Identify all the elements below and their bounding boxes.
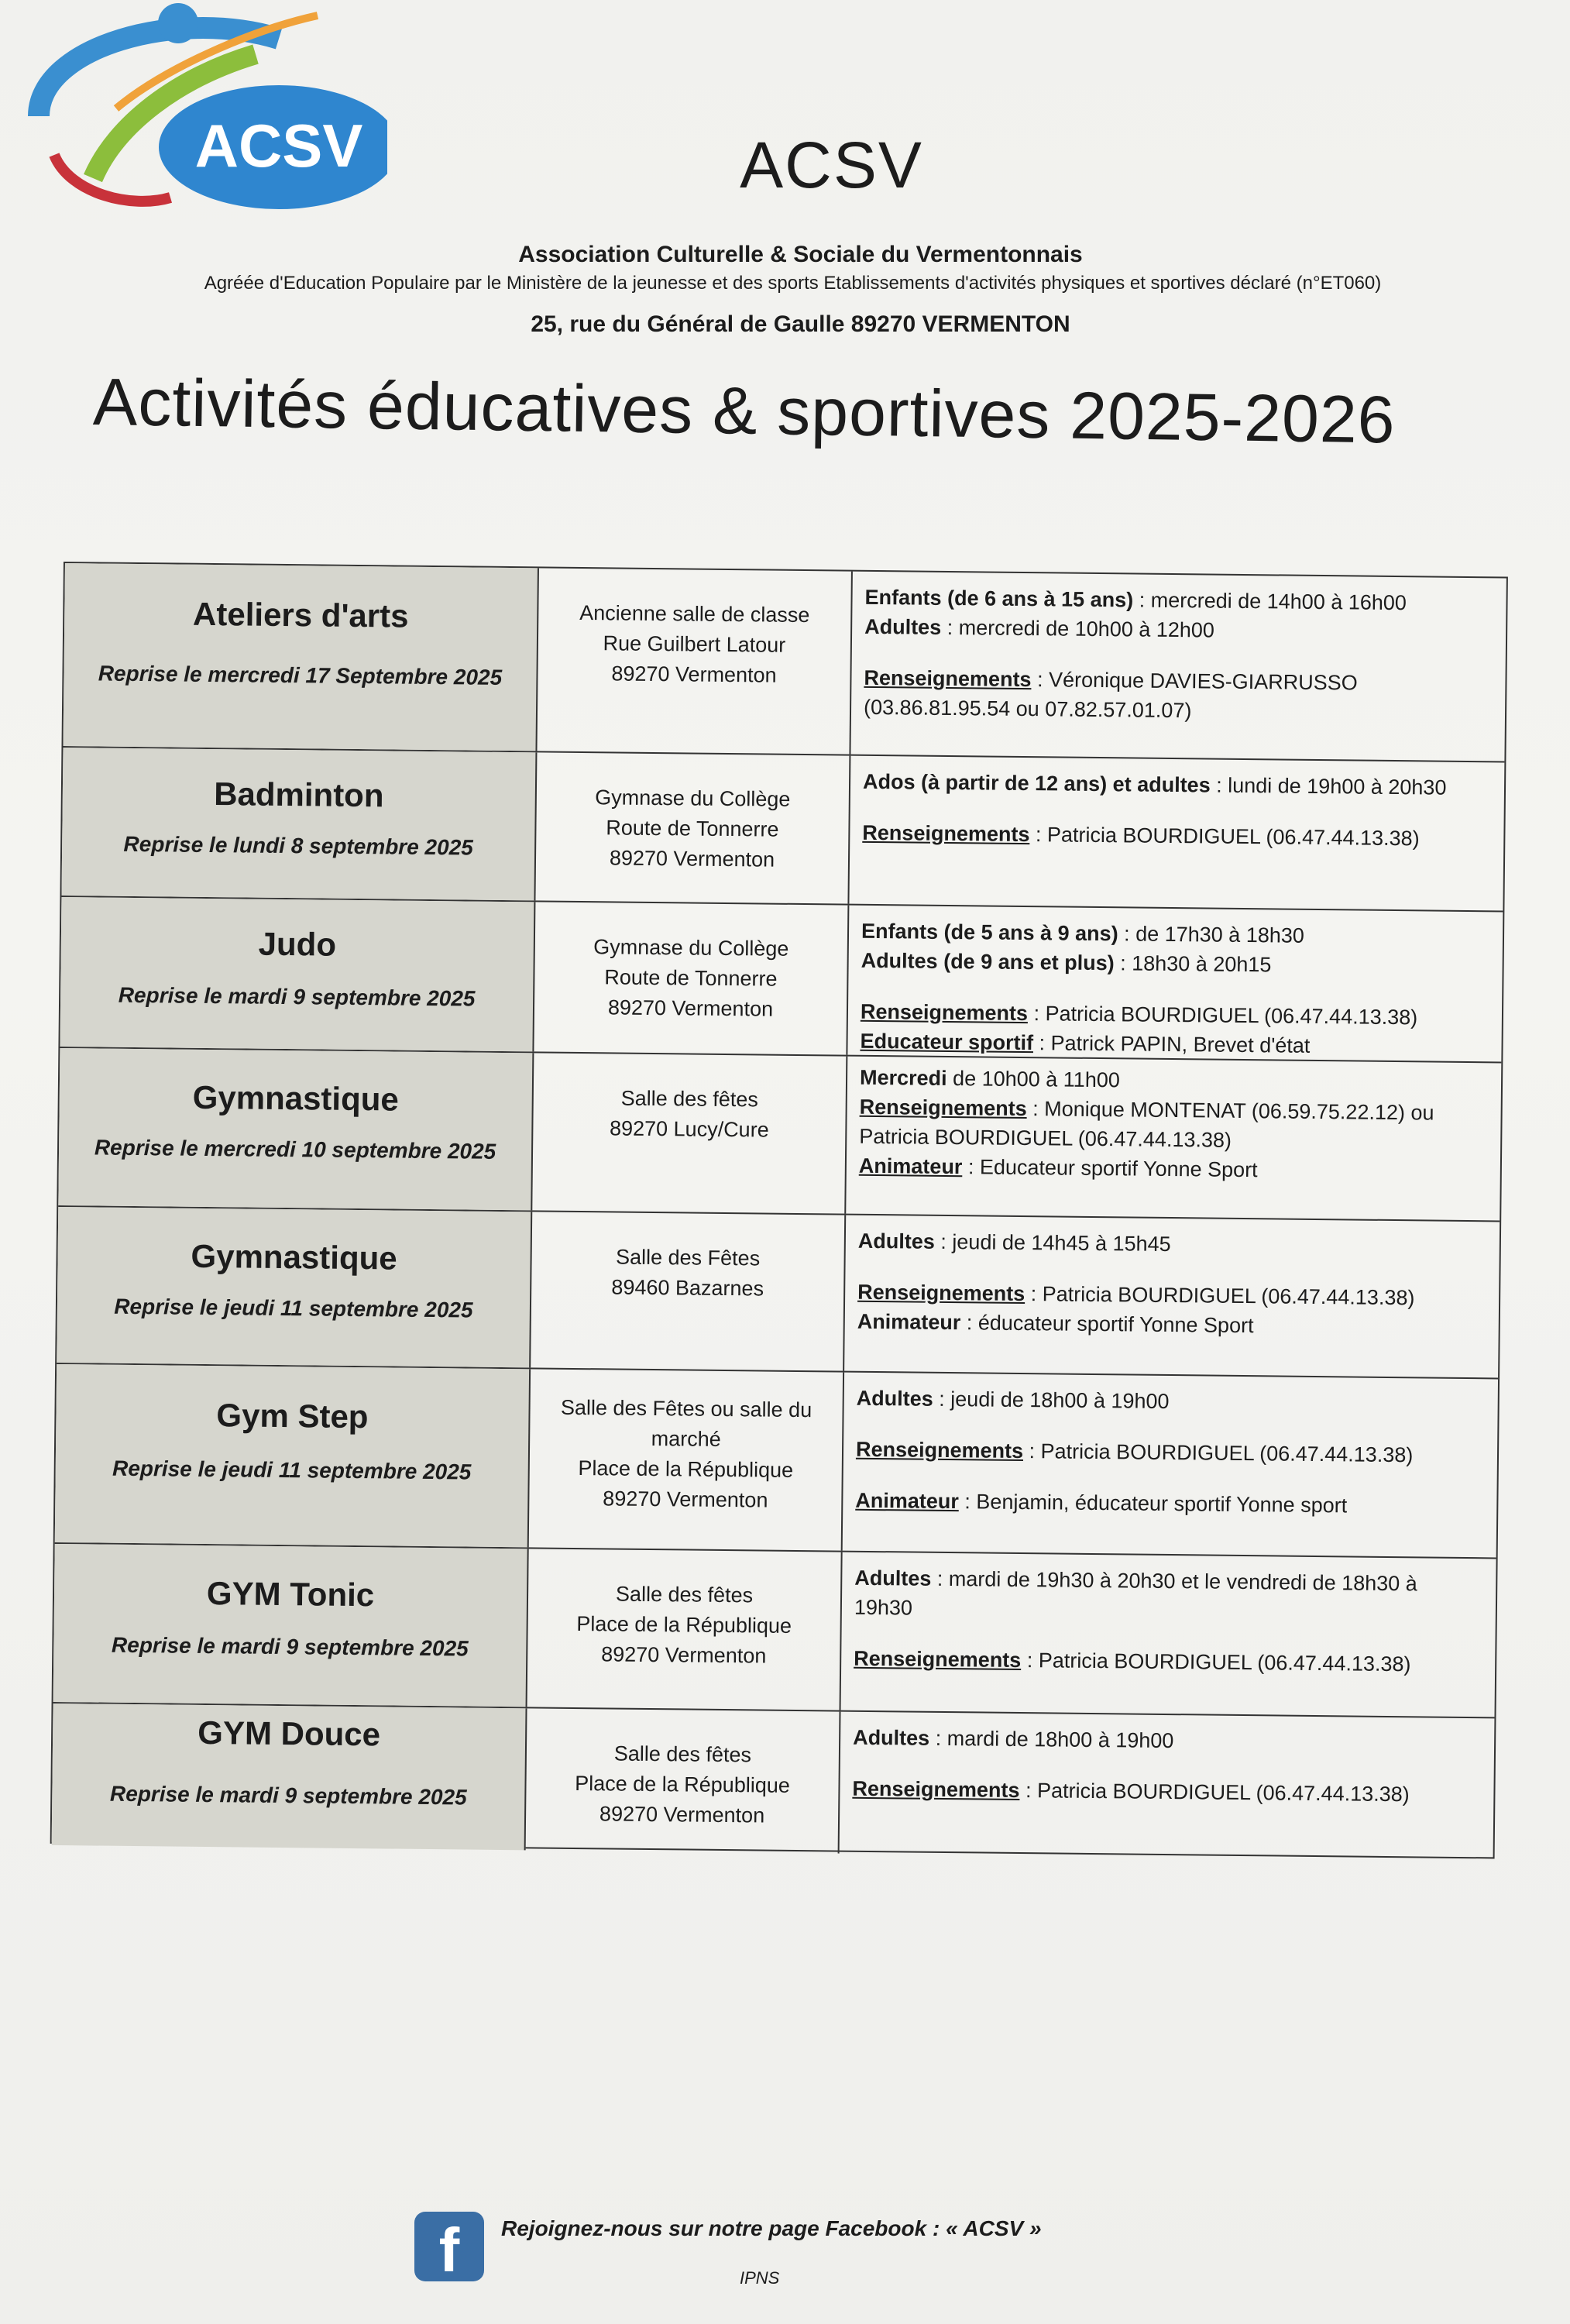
activity-cell <box>57 1207 532 1367</box>
table-row <box>57 1207 1500 1379</box>
table-row <box>60 897 1503 1063</box>
location-line: Place de la République <box>576 1612 792 1638</box>
location-line: Place de la République <box>575 1772 791 1797</box>
detail-label: Adultes <box>853 1725 930 1750</box>
detail-text: : Véronique DAVIES-GIARRUSSO <box>1031 668 1358 695</box>
location-line: Salle des fêtes <box>613 1741 752 1767</box>
location-line: 89460 Bazarnes <box>611 1275 764 1301</box>
detail-text: : éducateur sportif Yonne Sport <box>960 1311 1254 1338</box>
animator-label: Animateur <box>858 1153 963 1179</box>
detail-text: : mardi de 19h30 à 20h30 et le vendredi de 18h30 à <box>931 1566 1417 1596</box>
activity-name: GYM Tonic <box>206 1575 375 1614</box>
activity-cell <box>53 1544 529 1707</box>
activity-resume: Reprise le mercredi 10 septembre 2025 <box>94 1135 496 1164</box>
activities-table <box>50 562 1508 1858</box>
details-cell <box>849 756 1507 911</box>
activity-resume: Reprise le mercredi 17 Septembre 2025 <box>98 661 503 689</box>
activity-resume: Reprise le mardi 9 septembre 2025 <box>118 982 476 1011</box>
activity-cell <box>52 1703 527 1850</box>
location-line: 89270 Vermenton <box>603 1487 768 1512</box>
location-line: Gymnase du Collège <box>595 786 791 811</box>
location-line: Salle des fêtes <box>620 1086 758 1112</box>
svg-text:ACSV: ACSV <box>194 112 363 180</box>
location-line: Gymnase du Collège <box>593 935 789 961</box>
location-cell <box>529 1369 844 1550</box>
detail-text: : 18h30 à 20h15 <box>1114 951 1272 977</box>
location-cell <box>534 902 849 1054</box>
table-row <box>58 1048 1501 1222</box>
details-cell <box>844 1215 1503 1378</box>
detail-text: 19h30 <box>854 1595 913 1620</box>
activity-name: Judo <box>258 925 337 963</box>
contact-label: Renseignements <box>857 1280 1025 1306</box>
detail-text: : mercredi de 10h00 à 12h00 <box>941 615 1215 642</box>
detail-label: Adultes <box>854 1566 932 1590</box>
location-cell <box>535 752 850 903</box>
location-line: Salle des fêtes <box>615 1582 754 1607</box>
contact-label: Renseignements <box>854 1646 1022 1673</box>
org-name: Association Culturelle & Sociale du Vermentonnais <box>518 242 1083 267</box>
activity-name: Gymnastique <box>191 1237 397 1277</box>
location-cell <box>537 568 852 754</box>
contact-label: Renseignements <box>862 820 1030 847</box>
org-address: 25, rue du Général de Gaulle 89270 VERMENTON <box>531 311 1070 337</box>
details-cell <box>840 1712 1498 1861</box>
detail-text: : de 17h30 à 18h30 <box>1118 922 1305 947</box>
table-row <box>53 1544 1496 1718</box>
location-line: Salle des Fêtes ou salle du <box>560 1395 812 1422</box>
contact-label: Renseignements <box>852 1776 1020 1803</box>
ipns-mention: IPNS <box>740 2268 780 2288</box>
detail-label: Enfants (de 5 ans à 9 ans) <box>861 919 1118 946</box>
activity-resume: Reprise le jeudi 11 septembre 2025 <box>114 1294 473 1322</box>
activity-name: Badminton <box>213 775 384 814</box>
educator-label: Educateur sportif <box>860 1029 1034 1055</box>
table-row <box>52 1703 1495 1860</box>
detail-text: Patricia BOURDIGUEL (06.47.44.13.38) <box>859 1124 1232 1152</box>
detail-text: : Patrick PAPIN, Brevet d'état <box>1032 1031 1311 1057</box>
activity-cell <box>58 1048 534 1210</box>
details-cell <box>841 1552 1500 1717</box>
activity-cell <box>64 563 539 751</box>
location-line: 89270 Lucy/Cure <box>609 1116 769 1142</box>
location-line: 89270 Vermenton <box>601 1642 767 1668</box>
location-cell <box>526 1708 841 1853</box>
activity-name: GYM Douce <box>198 1714 381 1753</box>
activity-name: Ateliers d'arts <box>192 595 409 634</box>
contact-label: Renseignements <box>860 999 1029 1026</box>
activity-name: Gym Step <box>216 1397 369 1435</box>
detail-text: de 10h00 à 11h00 <box>946 1066 1121 1092</box>
detail-label: Mercredi <box>859 1065 947 1090</box>
table-row <box>61 748 1504 912</box>
details-cell <box>846 1057 1504 1221</box>
detail-text: : mardi de 18h00 à 19h00 <box>929 1726 1174 1753</box>
details-cell <box>843 1373 1501 1558</box>
location-line: 89270 Vermenton <box>607 995 774 1021</box>
detail-label: Adultes <box>864 614 942 639</box>
location-line: Salle des Fêtes <box>615 1245 761 1270</box>
detail-text: : Patricia BOURDIGUEL (06.47.44.13.38) <box>1022 1439 1414 1467</box>
detail-text: : Patricia BOURDIGUEL (06.47.44.13.38) <box>1021 1648 1411 1676</box>
page-title: ACSV <box>740 129 923 201</box>
location-cell <box>527 1549 843 1710</box>
location-line: Route de Tonnerre <box>606 816 779 841</box>
detail-text: : Patricia BOURDIGUEL (06.47.44.13.38) <box>1029 823 1420 851</box>
detail-text: : jeudi de 14h45 à 15h45 <box>934 1229 1171 1257</box>
detail-text: : jeudi de 18h00 à 19h00 <box>933 1387 1170 1414</box>
activity-resume: Reprise le mardi 9 septembre 2025 <box>111 1632 469 1661</box>
location-line: 89270 Vermenton <box>599 1802 765 1827</box>
details-cell <box>850 572 1509 761</box>
contact-label: Renseignements <box>859 1095 1027 1121</box>
main-title: Activités éducatives & sportives 2025-2026 <box>92 365 1397 458</box>
org-approval: Agréée d'Education Populaire par le Ministère de la jeunesse et des sports Etablissements d'activités physiques et sportives déclaré (n°ET060) <box>204 273 1382 294</box>
detail-label: Adultes <box>857 1229 936 1253</box>
location-cell <box>532 1053 847 1213</box>
detail-label: Adultes <box>856 1386 933 1411</box>
location-line: Ancienne salle de classe <box>579 600 810 627</box>
detail-text: : Monique MONTENAT (06.59.75.22.12) ou <box>1026 1097 1434 1125</box>
location-line: Place de la République <box>578 1456 794 1482</box>
detail-text: : Patricia BOURDIGUEL (06.47.44.13.38) <box>1019 1779 1410 1807</box>
detail-label: Ados (à partir de 12 ans) et adultes <box>862 769 1211 797</box>
activity-resume: Reprise le lundi 8 septembre 2025 <box>123 831 473 860</box>
animator-label: Animateur <box>857 1309 961 1335</box>
facebook-icon[interactable]: f <box>414 2212 484 2281</box>
location-line: marché <box>651 1427 721 1451</box>
activity-resume: Reprise le mardi 9 septembre 2025 <box>109 1781 467 1810</box>
detail-text: : lundi de 19h00 à 20h30 <box>1210 773 1447 799</box>
activity-cell <box>60 897 535 1051</box>
detail-text: (03.86.81.95.54 ou 07.82.57.01.07) <box>863 695 1192 723</box>
animator-label: Animateur <box>855 1488 960 1514</box>
detail-text: : Patricia BOURDIGUEL (06.47.44.13.38) <box>1025 1282 1415 1310</box>
detail-text: : Patricia BOURDIGUEL (06.47.44.13.38) <box>1027 1002 1418 1030</box>
details-cell <box>847 906 1506 1062</box>
detail-text: : Benjamin, éducateur sportif Yonne sport <box>958 1490 1348 1518</box>
location-cell <box>531 1212 846 1370</box>
detail-label: Enfants (de 6 ans à 15 ans) <box>864 585 1134 612</box>
contact-label: Renseignements <box>864 665 1032 692</box>
location-line: 89270 Vermenton <box>611 662 777 687</box>
table-row <box>63 563 1506 762</box>
contact-label: Renseignements <box>855 1437 1024 1463</box>
location-line: Rue Guilbert Latour <box>603 631 786 657</box>
location-line: 89270 Vermenton <box>609 846 775 871</box>
location-line: Route de Tonnerre <box>604 965 778 991</box>
activity-name: Gymnastique <box>192 1078 400 1118</box>
table-row <box>55 1364 1498 1559</box>
activity-resume: Reprise le jeudi 11 septembre 2025 <box>112 1456 472 1484</box>
detail-text: : Educateur sportif Yonne Sport <box>962 1155 1258 1182</box>
activity-cell <box>55 1364 531 1547</box>
activity-cell <box>61 748 537 900</box>
detail-text: : mercredi de 14h00 à 16h00 <box>1133 588 1407 615</box>
detail-label: Adultes (de 9 ans et plus) <box>861 948 1115 975</box>
facebook-invite: Rejoignez-nous sur notre page Facebook : « ACSV » <box>501 2216 1042 2240</box>
